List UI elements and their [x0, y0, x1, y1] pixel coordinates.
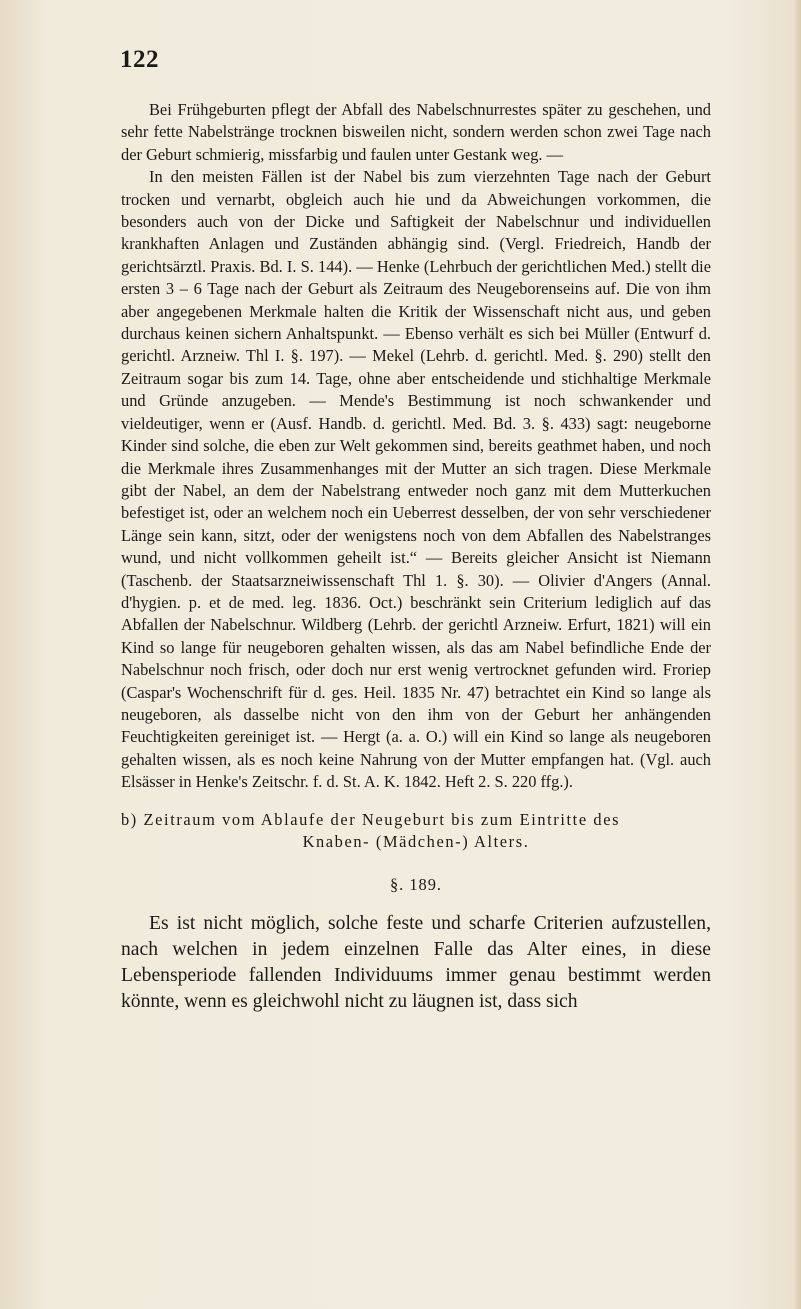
body-text: [121, 99, 711, 1015]
page-number: 122: [120, 46, 159, 73]
paragraph-premature-births: Bei Frühgeburten pflegt der Abfall des Nabelschnurrestes später zu geschehen, und sehr fette Nabelstränge trocknen bisweilen nicht, sondern werden schon zwei Tage nach der Geburt schmierig, missfarbig und faulen unter Gestank weg. —: [121, 100, 711, 164]
section-heading-line-1: b) Zeitraum vom Ablaufe der Neugeburt bis zum Eintritte des: [121, 809, 621, 829]
paragraph-newborn-period: In den meisten Fällen ist der Nabel bis zum vierzehnten Tage nach der Geburt trocken und vernarbt, obgleich auch hie und da Abweichungen vorkommen, die besonders auch von der Dicke und Saftigkeit der Nabelschnur und individuellen krankhaften Anlagen und Zuständen abhängig sind. (Vergl. Friedreich, Handb der gerichtsärztl. Praxis. Bd. I. S. 144). — Henke (Lehrbuch der gerichtlichen Med.) stellt die ersten 3 – 6 Tage nach der Geburt als Zeitraum des Neugeborenseins auf. Die von ihm aber angegebenen Merkmale halten die Kritik der Wissenschaft nicht aus, und geben durchaus keinen sichern Anhaltspunkt. — Ebenso verhält es sich bei Müller (Entwurf d. gerichtl. Arzneiw. Thl I. §. 197). — Mekel (Lehrb. d. gerichtl. Med. §. 290) stellt den Zeitraum sogar bis zum 14. Tage, ohne aber entscheidende und stichhaltige Merkmale und Gründe anzugeben. — Mende's Bestimmung ist noch schwankender und vieldeutiger, wenn er (Ausf. Handb. d. gerichtl. Med. Bd. 3. §. 433) sagt: neugeborne Kinder sind solche, die eben zur Welt gekommen sind, bereits geathmet haben, und noch die Merkmale ihres Zusammenhanges mit der Mutter an sich tragen. Diese Merkmale gibt der Nabel, an dem der Nabelstrang entweder noch ganz mit dem Mutterkuchen befestiget ist, oder an welchem noch ein Ueberrest desselben, der von sehr verschiedener Länge sein kann, sitzt, oder der wenigstens noch von dem Abfallen des Nabelstranges wund, und nicht vollkommen geheilt ist.“ — Bereits gleicher Ansicht ist Niemann (Taschenb. der Staatsarzneiwissenschaft Thl 1. §. 30). — Olivier d'Angers (Annal. d'hygien. p. et de med. leg. 1836. Oct.) beschränkt sein Criterium lediglich auf das Abfallen der Nabelschnur. Wildberg (Lehrb. der gerichtl Arzneiw. Erfurt, 1821) will ein Kind so lange für neugeboren gehalten wissen, als das am Nabel befindliche Ende der Nabelschnur noch frisch, oder doch nur erst wenig vertrocknet gefunden wird. Froriep (Caspar's Wochenschrift für d. ges. Heil. 1835 Nr. 47) betrachtet ein Kind so lange als neugeboren, als dasselbe nicht von den ihm von der Geburt her anhängenden Feuchtigkeiten gereiniget ist. — Hergt (a. a. O.) will ein Kind so lange als neugeboren gehalten wissen, als es noch keine Nahrung von der Mutter empfangen hat. (Vgl. auch Elsässer in Henke's Zeitschr. f. d. St. A. K. 1842. Heft 2. S. 220 ffg.).: [121, 167, 711, 792]
section-heading-line-2: Knaben- (Mädchen-) Alters.: [302, 832, 530, 851]
page-edge-shadow: [793, 0, 801, 1309]
section-number: §. 189.: [389, 875, 443, 895]
section-heading-b: [121, 809, 711, 854]
paragraph-age-criteria: Es ist nicht möglich, solche feste und scharfe Criterien aufzustellen, nach welchen in jedem einzelnen Falle das Alter eines, in diese Lebensperiode fallenden Individuums immer genau bestimmt werden könnte, wenn es gleichwohl nicht zu läugnen ist, dass sich: [121, 913, 711, 1013]
